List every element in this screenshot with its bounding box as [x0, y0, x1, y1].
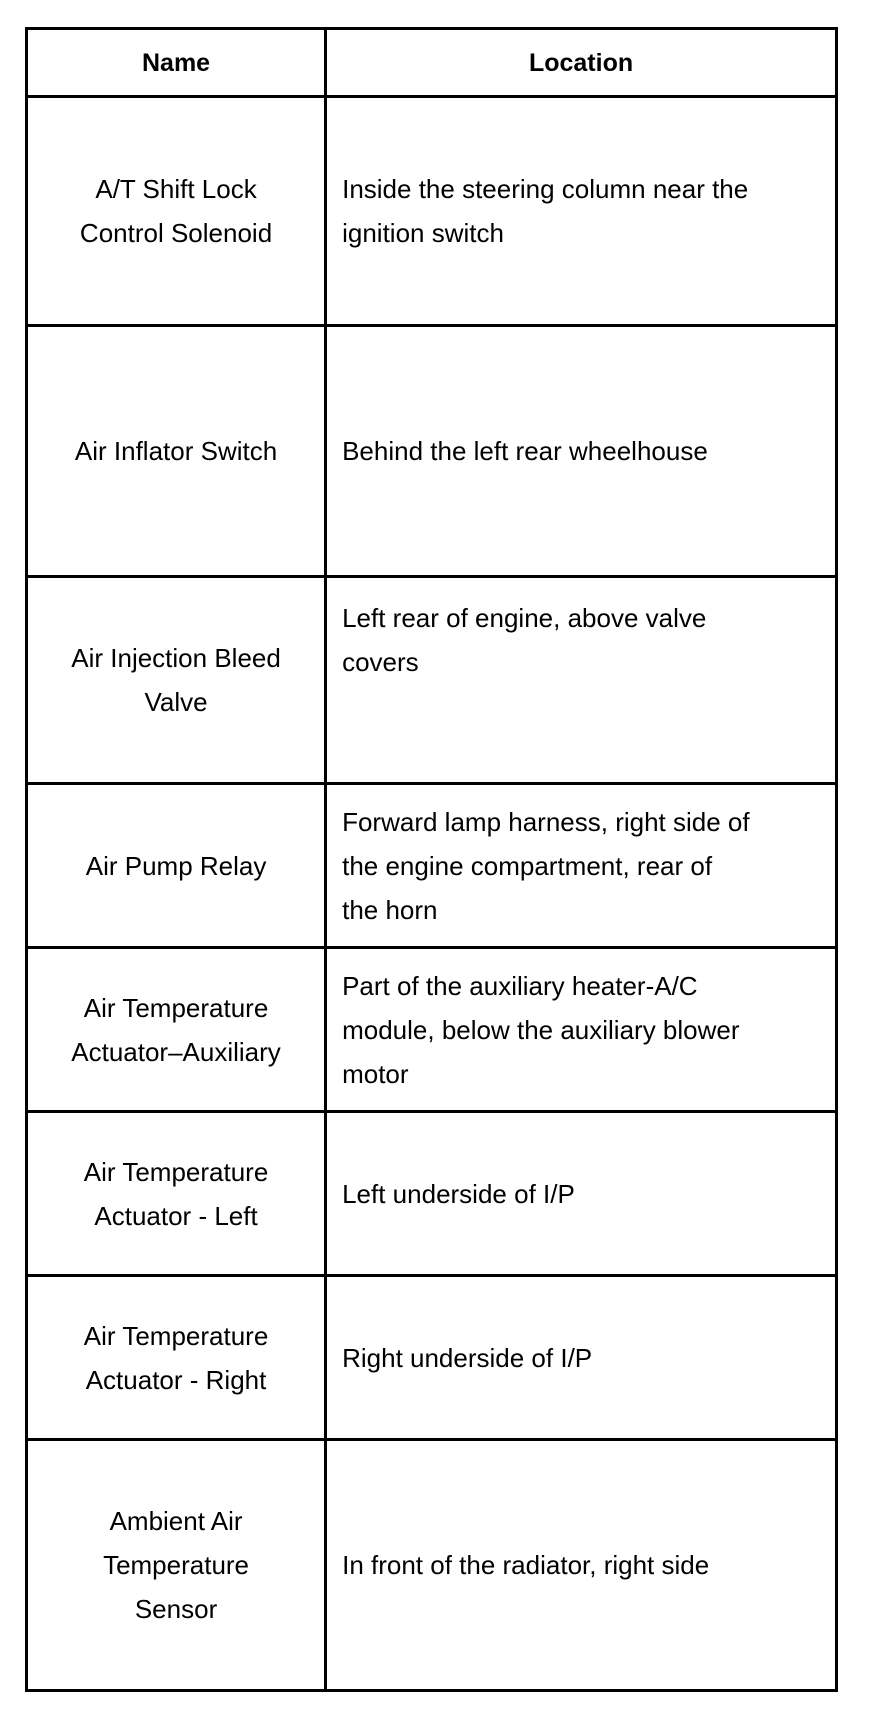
table-row [27, 97, 837, 326]
location-line: Left underside of I/P [342, 1178, 575, 1209]
table-row [27, 784, 837, 948]
name-line: Air Temperature [83, 992, 269, 1023]
location-cell [326, 784, 837, 948]
location-cell [326, 1440, 837, 1691]
name-cell [27, 948, 326, 1112]
location-cell [326, 97, 837, 326]
location-line: motor [342, 1058, 409, 1089]
table-header-row [27, 29, 837, 97]
name-line: Temperature [103, 1550, 250, 1580]
location-cell [326, 326, 837, 577]
location-cell [326, 1112, 837, 1276]
name-line: Air Temperature [83, 1320, 269, 1351]
name-line: Valve [144, 687, 208, 717]
table-row [27, 326, 837, 577]
location-line: In front of the radiator, right side [342, 1550, 710, 1580]
name-line: Actuator - Left [94, 1200, 258, 1231]
location-line: the horn [342, 894, 438, 925]
name-column-header: Name [27, 29, 326, 97]
location-line: Part of the auxiliary heater-A/C [342, 970, 698, 1001]
name-line: A/T Shift Lock [95, 174, 257, 204]
name-line: Ambient Air [109, 1506, 243, 1536]
name-cell [27, 1112, 326, 1276]
location-line: covers [342, 647, 419, 677]
name-cell [27, 1440, 326, 1691]
component-location-table [25, 27, 838, 1692]
name-line: Sensor [134, 1594, 218, 1624]
location-column-header: Location [326, 29, 837, 97]
location-line: Forward lamp harness, right side of [342, 806, 750, 837]
location-line: module, below the auxiliary blower [342, 1014, 740, 1045]
name-line: Air Injection Bleed [71, 643, 281, 673]
location-line: Behind the left rear wheelhouse [342, 436, 708, 466]
table-row [27, 1440, 837, 1691]
name-line: Air Pump Relay [85, 850, 267, 881]
name-line: Air Temperature [83, 1156, 269, 1187]
location-cell [326, 1276, 837, 1440]
name-line: Actuator–Auxiliary [71, 1036, 281, 1067]
name-cell [27, 577, 326, 784]
name-cell [27, 97, 326, 326]
location-cell [326, 577, 837, 784]
name-line: Actuator - Right [85, 1364, 267, 1395]
location-line: Inside the steering column near the [342, 174, 749, 204]
table-row [27, 577, 837, 784]
location-line: ignition switch [342, 218, 504, 248]
table-row [27, 1276, 837, 1440]
location-line: Left rear of engine, above valve [342, 603, 707, 633]
location-line: Right underside of I/P [342, 1342, 593, 1373]
location-line: the engine compartment, rear of [342, 850, 713, 881]
name-cell [27, 784, 326, 948]
table-row [27, 948, 837, 1112]
table-row [27, 1112, 837, 1276]
name-line: Air Inflator Switch [74, 436, 278, 466]
location-cell [326, 948, 837, 1112]
name-cell [27, 326, 326, 577]
name-cell [27, 1276, 326, 1440]
name-line: Control Solenoid [79, 218, 273, 248]
